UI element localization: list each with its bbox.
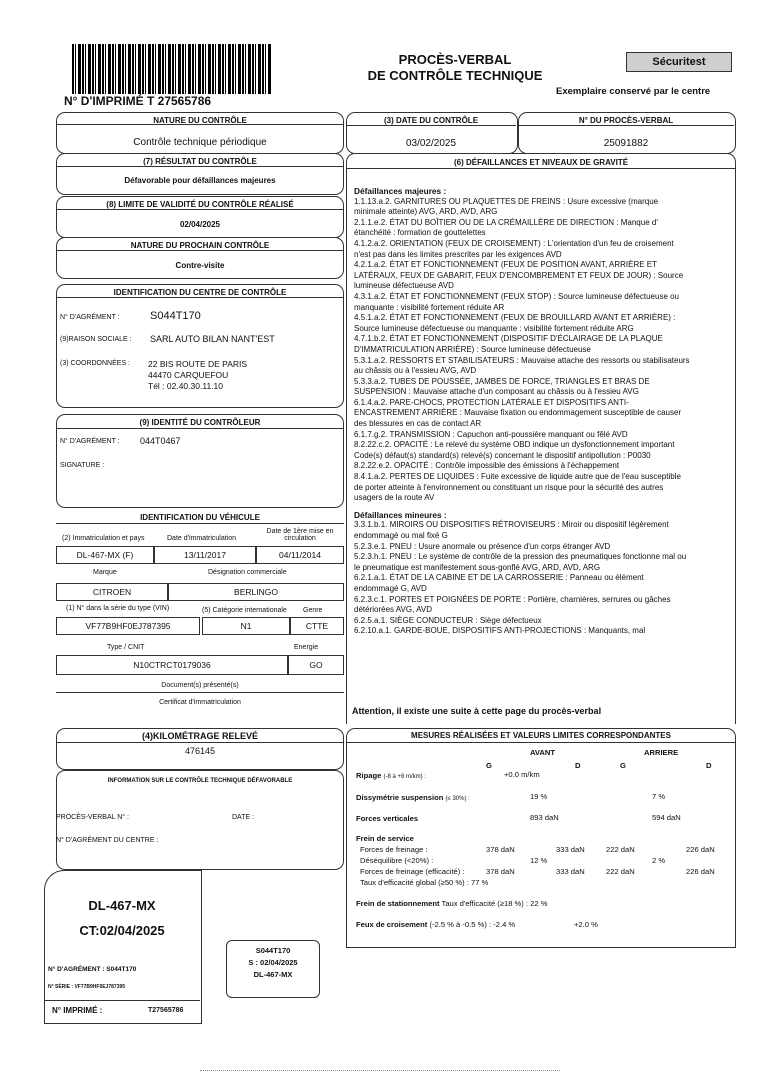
marque-value: CITROEN [56, 583, 168, 601]
imprime-number: N° D'IMPRIMÉ T 27565786 [64, 94, 212, 108]
mesures-label: MESURES RÉALISÉES ET VALEURS LIMITES CORRESPONDANTES [411, 731, 671, 740]
mineures-item: 6.2.3.c.1. PORTES ET POIGNÉES DE PORTE : Portière, charnières, serrures ou gâches détériorées AVG, AVD [354, 594, 671, 615]
majeures-item: 4.3.1.a.2. ÉTAT ET FONCTIONNEMENT (FEUX STOP) : Source lumineuse défectueuse ou manquante : visibilité fortement réduite AR [354, 291, 680, 312]
majeures-item: 4.5.1.a.2. ÉTAT ET FONCTIONNEMENT (FEUX DE BROUILLARD AVANT ET ARRIÈRE) : Source lumineuse défectueuse ou manquante : visibilité fortement réduite ARG [354, 313, 676, 333]
copy-note: Exemplaire conservé par le centre [556, 86, 711, 97]
centre-address: 22 BIS ROUTE DE PARIS 44470 CARQUEFOU Tél : 02.40.30.11.10 [148, 359, 248, 391]
croisement-d: +2.0 % [574, 920, 598, 929]
pv-value: 25091882 [603, 138, 649, 149]
validite-value: 02/04/2025 [179, 220, 221, 229]
type-value: N10CTRCT0179036 [56, 655, 288, 675]
info-defav-label: INFORMATION SUR LE CONTRÔLE TECHNIQUE DÉFAVORABLE [107, 778, 293, 784]
date-value: 03/02/2025 [405, 138, 457, 149]
mineures-item: 6.2.5.a.1. SIÈGE CONDUCTEUR : Siège défectueux [354, 615, 542, 625]
prochain-label: NATURE DU PROCHAIN CONTRÔLE [130, 241, 270, 250]
mineures-item: 6.2.1.a.1. ÉTAT DE LA CABINE ET DE LA CARROSSERIE : Panneau ou élément endommagé G, AVD [354, 573, 644, 593]
vignette-ct: CT:02/04/2025 [79, 923, 165, 938]
kilometrage-value: 476145 [184, 746, 216, 756]
controleur-label: (9) IDENTITÉ DU CONTRÔLEUR [139, 418, 261, 427]
centre-agrement-label: N° D'AGRÉMENT : [60, 314, 120, 321]
documents-label: Document(s) présenté(s) [161, 682, 239, 689]
controleur-agrement: 044T0467 [140, 436, 181, 446]
fv-label: Forces verticales [356, 814, 419, 823]
marque-label: Marque [93, 569, 117, 576]
resultat-label: (7) RÉSULTAT DU CONTRÔLE [143, 157, 257, 166]
mineures-title: Défaillances mineures : [354, 509, 447, 520]
ffe-label: Forces de freinage (efficacité) : [360, 867, 465, 876]
attention-note: Attention, il existe une suite à cette page du procès-verbal [352, 706, 602, 716]
page-title: PROCÈS-VERBAL DE CONTRÔLE TECHNIQUE [367, 52, 543, 83]
majeures-item: 6.1.7.g.2. TRANSMISSION : Capuchon anti-poussière manquant ou fêlé AVD [354, 429, 628, 439]
vin-value: VF77B9HF0EJ787395 [56, 617, 200, 635]
majeures-item: 8.2.22.c.2. OPACITÉ : Le relevé du système OBD indique un dysfonctionnement important [354, 440, 675, 450]
majeures-item: 5.3.1.a.2. RESSORTS ET STABILISATEURS : Mauvaise attache des ressorts ou stabilisateurs au châssis ou à l'essieu AVG, AVD [354, 355, 690, 376]
avg-header: G [486, 761, 492, 770]
vignette-imprime-label: N° IMPRIMÉ : [52, 1006, 103, 1015]
defaillances-list [354, 186, 690, 637]
designation-value: BERLINGO [168, 583, 344, 601]
arg-header: G [620, 761, 626, 770]
majeures-item: 8.4.1.a.2. PERTES DE LIQUIDES : Fuite excessive de liquide autre que de l'eau susceptible de porter atteinte à l'environnement ou constituant un risque pour la sécurité des autres usagers de la route AV [354, 472, 681, 503]
resultat-value: Défavorable pour défaillances majeures [124, 176, 276, 185]
arriere-header: ARRIERE [644, 748, 679, 757]
centre-agrement: S044T170 [150, 310, 201, 322]
vehicule-label: IDENTIFICATION DU VÉHICULE [140, 513, 260, 522]
fs-label: Frein de service [356, 834, 414, 843]
vignette-serie: N° SÉRIE : VF77B9HF0EJ787395 [48, 984, 126, 990]
centre-raison-label: (9)RAISON SOCIALE : [60, 336, 132, 343]
immat-label: (2) Immatriculation et pays [62, 535, 145, 542]
date-immat-value: 13/11/2017 [154, 546, 256, 564]
fv-av: 893 daN [530, 813, 559, 822]
avant-header: AVANT [530, 748, 556, 757]
majeures-item: 8.2.22.e.2. OPACITÉ : Contrôle impossible des émissions à l'échappement [354, 461, 620, 471]
genre-value: CTTE [290, 617, 344, 635]
vignette-imprime: T27565786 [148, 1007, 184, 1014]
controleur-agrement-label: N° D'AGRÉMENT : [60, 438, 120, 445]
avd-header: D [575, 761, 581, 770]
info-pv-label: PROCÈS-VERBAL N° : [56, 814, 129, 821]
certificat-label: Certificat d'immatriculation [159, 699, 241, 706]
mineures-item: 5.2.3.e.1. PNEU : Usure anormale ou présence d'un corps étranger AVD [354, 541, 611, 551]
vignette-agrement: N° D'AGRÉMENT : S044T170 [48, 966, 137, 973]
mineures-item: 5.2.3.h.1. PNEU : Le système de contrôle de la pression des pneumatiques fonctionne mal ou le pneumatique est manifestement sous-gonflé AVG, ARD, AVD, ARG [354, 552, 687, 572]
kilometrage-label: (4)KILOMÉTRAGE RELEVÉ [141, 731, 258, 741]
energie-label: Energie [294, 644, 319, 651]
centre-label: IDENTIFICATION DU CENTRE DE CONTRÔLE [113, 288, 287, 297]
majeures-item: 4.7.1.b.2. ÉTAT ET FONCTIONNEMENT (DISPOSITIF D'ÉCLAIRAGE DE LA PLAQUE D'IMMATRICULATION ARRIÈRE) : Source lumineuse défectueuse [354, 334, 663, 354]
vin-label: (1) N° dans la série du type (VIN) [66, 605, 170, 612]
centre-coord-label: (3) COORDONNÉES : [60, 360, 131, 367]
info-agrement-label: N° D'AGRÉMENT DU CENTRE : [56, 837, 159, 844]
designation-label: Désignation commerciale [208, 569, 287, 576]
prochain-value: Contre-visite [175, 261, 225, 270]
mineures-item: 3.3.1.b.1. MIROIRS OU DISPOSITIFS RÉTROVISEURS : Miroir ou dispositif légèrement endommagé ou mal fixé G [354, 520, 669, 540]
majeures-item: 4.1.2.a.2. ORIENTATION (FEUX DE CROISEMENT) : L'orientation d'un feu de croisement n'est pas dans les limites prescrites par les exigences AVD [354, 238, 674, 259]
majeures-item: 4.2.1.a.2. ÉTAT ET FONCTIONNEMENT (FEUX DE POSITION AVANT, ARRIÈRE ET LATÉRAUX, FEUX DE GABARIT, FEUX D'ENCOMBREMENT ET FEUX DE JOUR) : Source lumineuse défectueuse AVD [354, 260, 684, 291]
immat-value: DL-467-MX (F) [56, 546, 154, 564]
nature-label: NATURE DU CONTRÔLE [153, 116, 247, 125]
dyss-av: 19 % [530, 792, 548, 801]
fv-ar: 594 daN [652, 813, 681, 822]
type-label: Type / CNIT [107, 644, 145, 651]
date-immat-label: Date d'immatriculation [167, 535, 237, 542]
genre-label: Genre [303, 607, 323, 614]
majeures-item: 5.3.3.a.2. TUBES DE POUSSÉE, JAMBES DE FORCE, TRIANGLES ET BRAS DE SUSPENSION : Mauvaise attache d'un composant au châssis ou à l'essieu AVG [354, 376, 650, 397]
energie-value: GO [288, 655, 344, 675]
ripage-value: +0.0 m/km [504, 770, 540, 779]
signature-label: SIGNATURE : [60, 462, 105, 469]
pv-label: N° DU PROCÈS-VERBAL [578, 116, 674, 125]
majeures-title: Défaillances majeures : [354, 186, 447, 196]
scan-edge [200, 1070, 560, 1071]
brand-badge: Sécuritest [626, 52, 732, 72]
vignette-plate: DL-467-MX [88, 898, 156, 913]
validite-label: (8) LIMITE DE VALIDITÉ DU CONTRÔLE RÉALISÉ [106, 200, 294, 209]
taux-global: Taux d'efficacité global (≥50 %) : 77 % [360, 878, 489, 887]
majeures-item: 2.1.1.e.2. ÉTAT DU BOÎTIER OU DE LA CRÉMAILLÈRE DE DIRECTION : Manque d' étanchéité : formation de gouttelettes [354, 217, 658, 238]
ard-header: D [706, 761, 712, 770]
date-mise-value: 04/11/2014 [256, 546, 344, 564]
date-mise-label: Date de 1ère mise en circulation [266, 528, 334, 542]
dyss-ar: 7 % [652, 792, 666, 801]
majeures-item: 1.1.13.a.2. GARNITURES OU PLAQUETTES DE FREINS : Usure excessive (marque minimale atteinte) AVG, ARD, AVD, ARG [354, 196, 659, 217]
nature-value: Contrôle technique périodique [133, 137, 267, 148]
date-label: (3) DATE DU CONTRÔLE [383, 116, 479, 125]
centre-raison: SARL AUTO BILAN NANT'EST [150, 334, 275, 344]
majeures-item: 6.1.4.a.2. PARE-CHOCS, PROTECTION LATÉRALE ET DISPOSITIFS ANTI-ENCASTREMENT ARRIÈRE : Mauvaise fixation ou endommagement susceptible de causer des blessures en cas de contact AR [354, 397, 682, 429]
categorie-label: (5) Catégorie internationale [202, 607, 287, 614]
categorie-value: N1 [202, 617, 290, 635]
info-date-label: DATE : [232, 814, 255, 821]
mineures-item: 6.2.10.a.1. GARDE-BOUE, DISPOSITIFS ANTI-PROJECTIONS : Manquants, mal [354, 626, 646, 636]
majeures-item: Code(s) défaut(s) standard(s) relevé(s) concernant le dispositif antipollution : P0030 [354, 450, 651, 460]
deseq-label: Déséquilibre (<20%) : [360, 856, 434, 865]
defaillances-label: (6) DÉFAILLANCES ET NIVEAUX DE GRAVITÉ [453, 158, 629, 167]
barcode [72, 44, 272, 94]
stamp-box: S044T170 S : 02/04/2025 DL-467-MX [226, 940, 320, 998]
ff-label: Forces de freinage : [360, 845, 428, 854]
